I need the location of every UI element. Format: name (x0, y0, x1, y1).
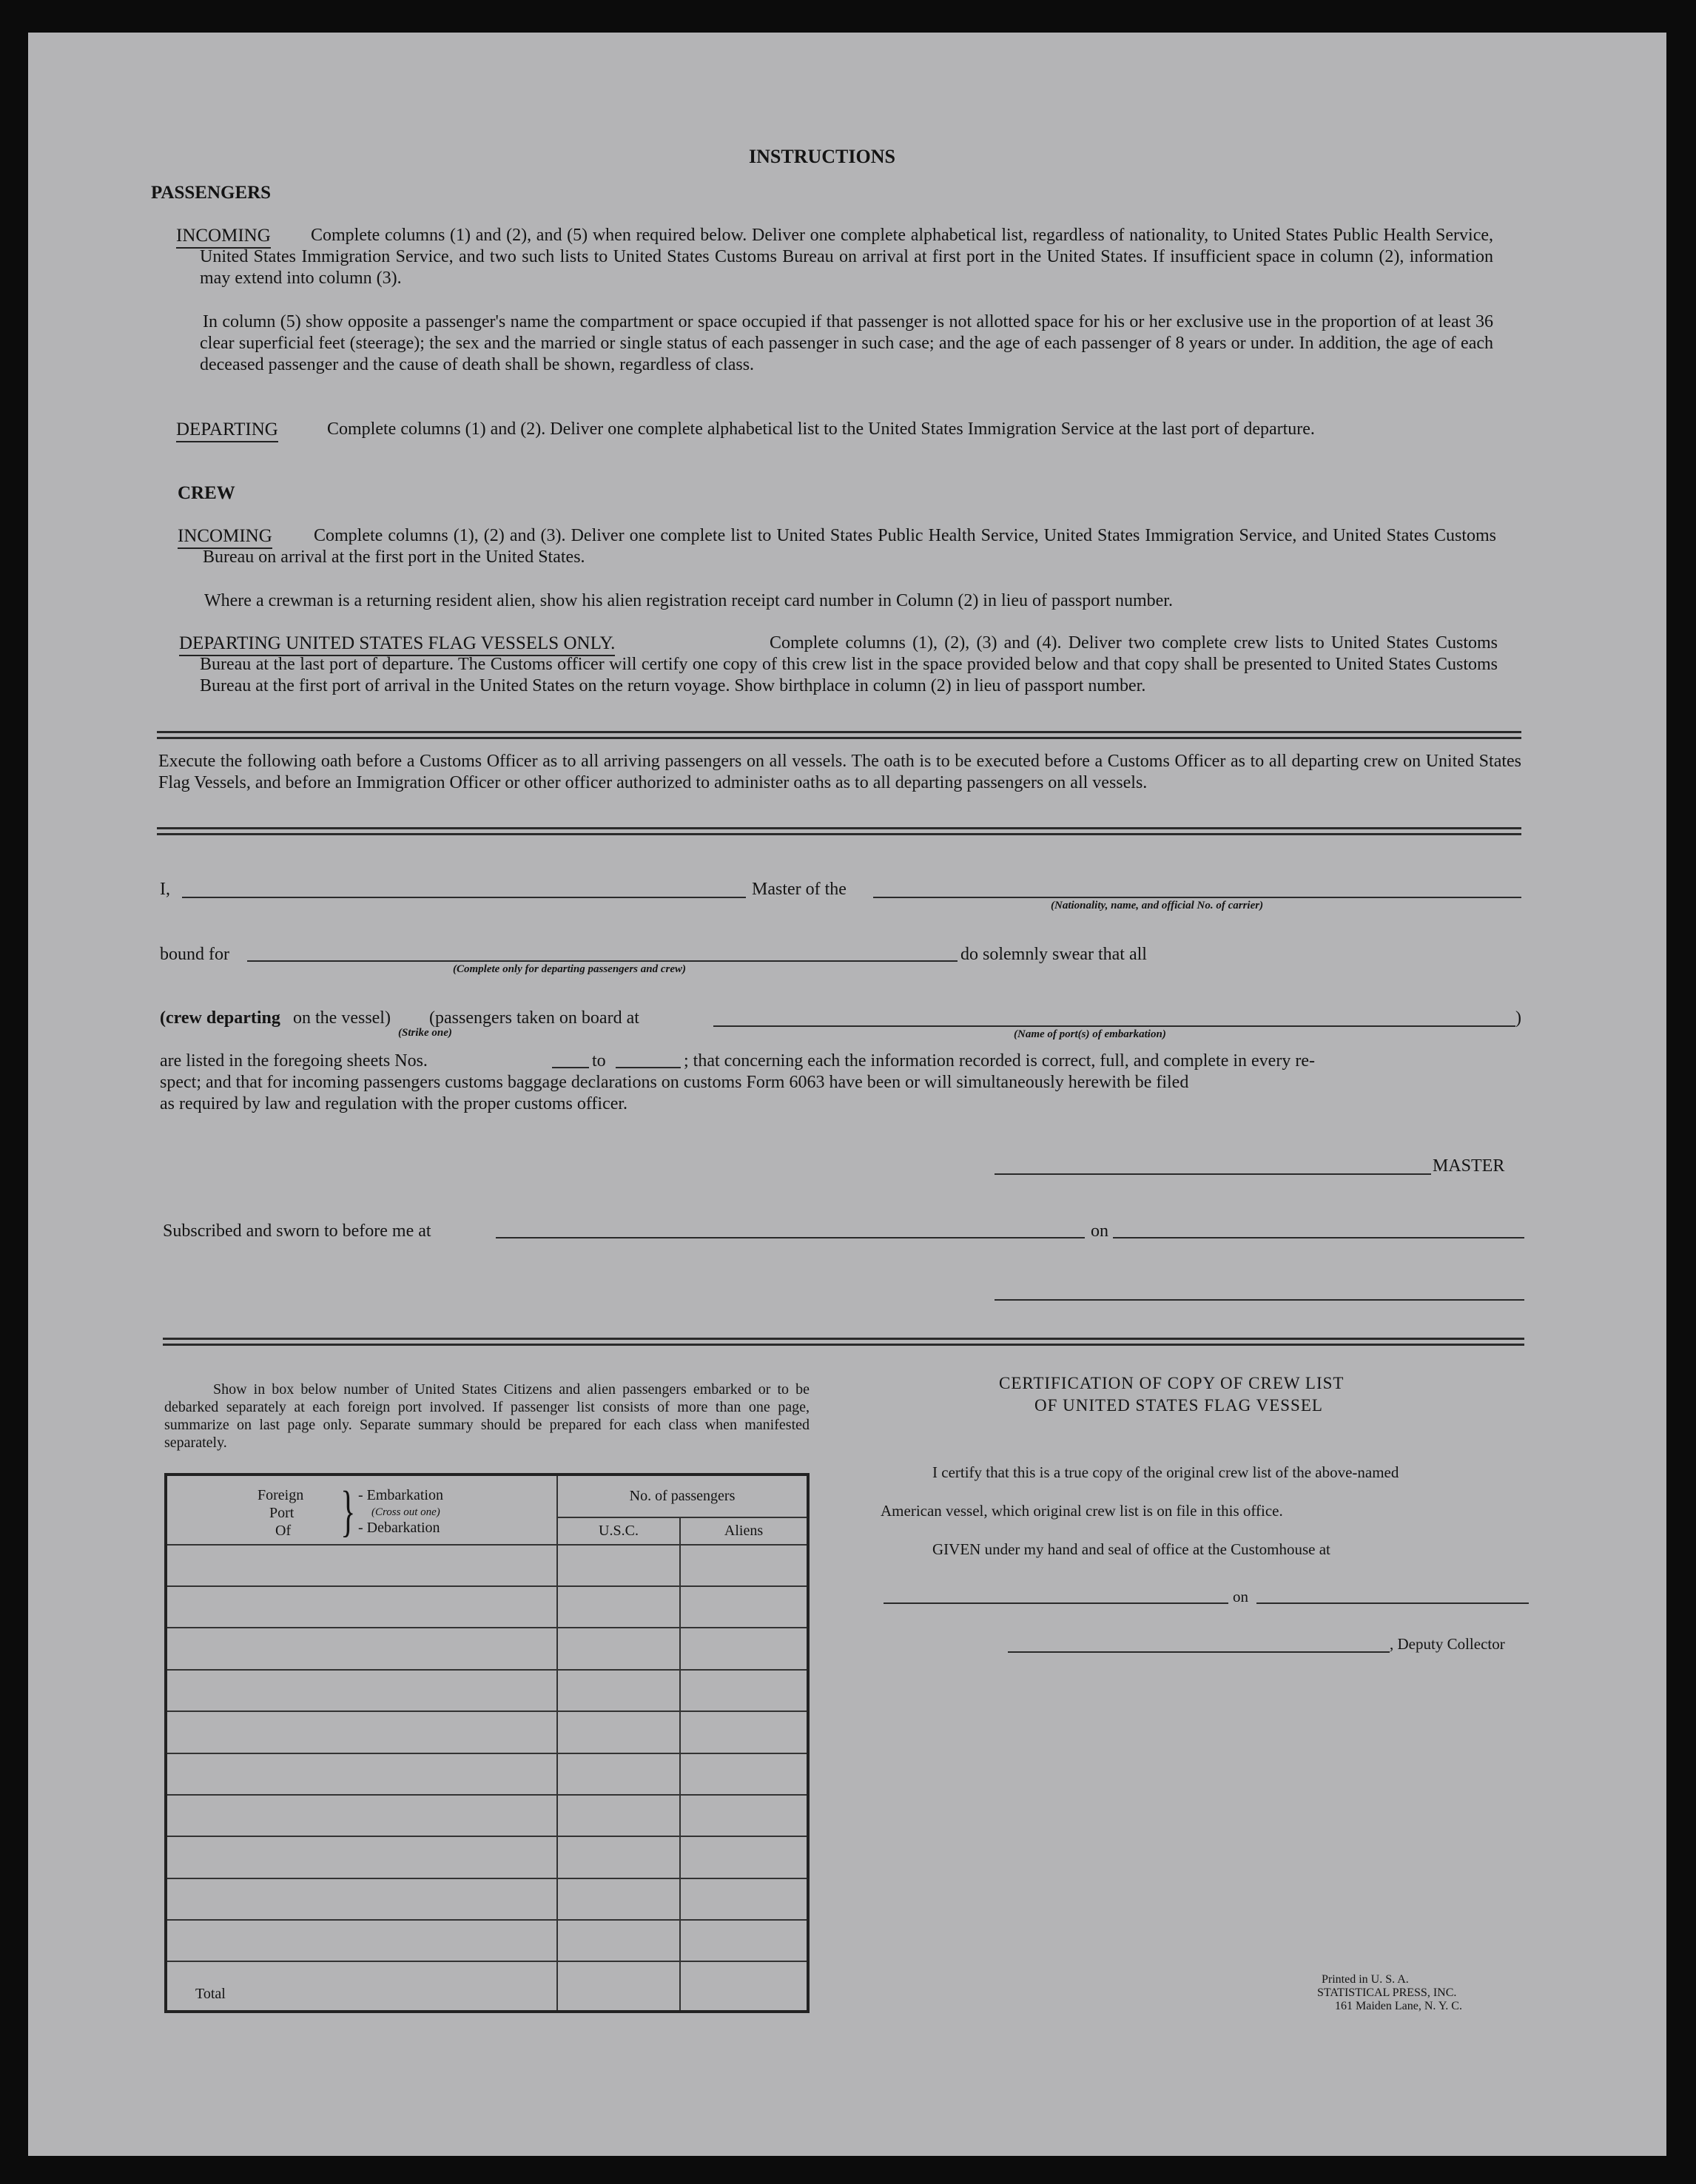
aliens-label: Aliens (724, 1523, 764, 1539)
usc-cell[interactable] (557, 1670, 680, 1711)
port-cell[interactable] (166, 1586, 557, 1628)
usc-cell[interactable] (557, 1795, 680, 1836)
crew-departing-text: Complete columns (1), (2), (3) and (4). Deliver two complete crew lists to United States Customs Bureau at the last port of departure. The Customs officer will certify one copy of this crew list in the space provided below and that copy shall be presented to United States Customs Bureau at the first port of arrival in the United States on the return voyage. Show birthplace in column (2) in lieu of passport number. (200, 633, 1498, 695)
deputy-collector-signature-field[interactable] (1008, 1651, 1390, 1653)
usc-cell[interactable] (557, 1753, 680, 1795)
usc-total-cell[interactable] (557, 1961, 680, 2012)
bound-for-label: bound for (160, 945, 229, 964)
summary-instructions: Show in box below number of United States Citizens and alien passengers embarked or to be debarked separately at each foreign port involved. If passenger list consists of more than one page, summarize on last page only. Separate summary should be prepared for each class when manifested separately. (164, 1381, 810, 1451)
passengers-count-header (557, 1474, 808, 1517)
master-signature-field[interactable] (995, 1173, 1431, 1175)
carrier-caption: (Nationality, name, and official No. of carrier) (1051, 900, 1264, 911)
table-row (166, 1586, 808, 1628)
aliens-cell[interactable] (680, 1836, 808, 1878)
table-row (166, 1920, 808, 1961)
port-caption: (Name of port(s) of embarkation) (1014, 1028, 1166, 1040)
aliens-cell[interactable] (680, 1670, 808, 1711)
certify-text-line1: I certify that this is a true copy of the original crew list of the above-named (932, 1463, 1399, 1481)
divider (163, 1344, 1524, 1346)
listed-text-line2: spect; and that for incoming passengers customs baggage declarations on customs Form 6063 have been or will simultaneously herewith be filed (160, 1073, 1189, 1092)
total-label: Total (195, 1986, 226, 2002)
listed-text-line3: as required by law and regulation with the proper customs officer. (160, 1094, 628, 1113)
close-paren: ) (1515, 1008, 1521, 1028)
aliens-cell[interactable] (680, 1920, 808, 1961)
crew-heading: CREW (178, 483, 235, 503)
usc-cell[interactable] (557, 1836, 680, 1878)
certification-title-line2: OF UNITED STATES FLAG VESSEL (1034, 1396, 1323, 1415)
printer-line2: STATISTICAL PRESS, INC. (1317, 1986, 1457, 1999)
master-name-field[interactable] (182, 897, 746, 898)
listed-label: are listed in the foregoing sheets Nos. (160, 1051, 428, 1071)
ports-header-cell (166, 1474, 557, 1545)
embarkation-port-field[interactable] (713, 1025, 1515, 1027)
port-cell[interactable] (166, 1836, 557, 1878)
aliens-header (680, 1517, 808, 1544)
usc-header (557, 1517, 680, 1544)
table-row (166, 1753, 808, 1795)
master-label: MASTER (1433, 1156, 1505, 1176)
officer-signature-field[interactable] (995, 1299, 1524, 1301)
port-cell[interactable] (166, 1920, 557, 1961)
sworn-on-label: on (1091, 1221, 1108, 1241)
passengers-departing-label: DEPARTING (176, 419, 278, 442)
crew-departing-option: (crew departing (160, 1008, 280, 1028)
page-title: INSTRUCTIONS (749, 146, 895, 167)
swear-label: do solemnly swear that all (960, 945, 1147, 964)
table-row (166, 1545, 808, 1586)
bound-for-caption: (Complete only for departing passengers and crew) (453, 963, 686, 975)
aliens-cell[interactable] (680, 1711, 808, 1753)
aliens-total-cell[interactable] (680, 1961, 808, 2012)
crew-resident-alien-text: Where a crewman is a returning resident alien, show his alien registration receipt card number in Column (2) in lieu of passport number. (204, 591, 1173, 610)
port-cell[interactable] (166, 1670, 557, 1711)
passengers-incoming-text: Complete columns (1) and (2), and (5) when required below. Deliver one complete alphabetical list, regardless of nationality, to United States Public Health Service, United States Immigration Service, and two such lists to United States Customs Bureau on arrival at first port in the United States. If insufficient space in column (2), information may extend into column (3). (200, 226, 1493, 288)
ports-summary-table (164, 1473, 810, 2013)
aliens-cell[interactable] (680, 1753, 808, 1795)
port-cell[interactable] (166, 1753, 557, 1795)
printer-line1: Printed in U. S. A. (1322, 1973, 1409, 1986)
no-of-passengers-label: No. of passengers (629, 1488, 736, 1505)
port-cell[interactable] (166, 1711, 557, 1753)
passengers-departing-text: Complete columns (1) and (2). Deliver one complete alphabetical list to the United States Immigration Service at the last port of departure. (327, 419, 1315, 439)
certification-title-line1: CERTIFICATION OF COPY OF CREW LIST (999, 1374, 1345, 1392)
sheet-to-field[interactable] (616, 1067, 681, 1068)
carrier-field[interactable] (873, 897, 1521, 898)
table-row (166, 1836, 808, 1878)
divider (157, 737, 1521, 739)
table-row (166, 1878, 808, 1920)
port-cell[interactable] (166, 1628, 557, 1669)
usc-cell[interactable] (557, 1920, 680, 1961)
printer-line3: 161 Maiden Lane, N. Y. C. (1335, 2000, 1462, 2012)
on-vessel-label: on the vessel) (293, 1008, 391, 1028)
certification-date-field[interactable] (1256, 1602, 1529, 1604)
passengers-incoming-label: INCOMING (176, 225, 271, 249)
table-row (166, 1795, 808, 1836)
divider (157, 827, 1521, 829)
sworn-date-field[interactable] (1113, 1237, 1524, 1238)
usc-cell[interactable] (557, 1628, 680, 1669)
foreign-label: Foreign (258, 1487, 304, 1503)
sworn-place-field[interactable] (496, 1237, 1085, 1238)
total-row (166, 1961, 808, 2012)
to-label: to (592, 1051, 606, 1071)
usc-cell[interactable] (557, 1586, 680, 1628)
port-cell[interactable] (166, 1545, 557, 1586)
table-row (166, 1670, 808, 1711)
aliens-cell[interactable] (680, 1545, 808, 1586)
strike-caption: (Strike one) (398, 1027, 452, 1039)
given-text: GIVEN under my hand and seal of office at the Customhouse at (932, 1540, 1330, 1558)
certification-on-label: on (1233, 1588, 1248, 1605)
table-row (166, 1628, 808, 1669)
bound-for-field[interactable] (247, 960, 958, 962)
aliens-cell[interactable] (680, 1795, 808, 1836)
oath-instructions: Execute the following oath before a Customs Officer as to all arriving passengers on all vessels. The oath is to be executed before a Customs Officer as to all departing crew on United States Flag Vessels, and before an Immigration Officer or other officer authorized to administer oaths as to all departing passengers on all vessels. (158, 752, 1521, 792)
passengers-column5-text: In column (5) show opposite a passenger's name the compartment or space occupied if that passenger is not allotted space for his or her exclusive use in the proportion of at least 36 clear superficial feet (steerage); the sex and the married or single status of each passenger in such case; and the age of each passenger of 8 years or under. In addition, the age of each deceased passenger and the cause of death shall be shown, regardless of class. (200, 312, 1493, 374)
crew-departing-label: DEPARTING UNITED STATES FLAG VESSELS ONLY. (179, 633, 615, 656)
debarkation-label: - Debarkation (358, 1520, 440, 1536)
port-label: Port (269, 1505, 295, 1521)
usc-cell[interactable] (557, 1711, 680, 1753)
passengers-taken-option: (passengers taken on board at (429, 1008, 639, 1028)
of-label: Of (275, 1523, 292, 1539)
aliens-cell[interactable] (680, 1586, 808, 1628)
deputy-collector-label: , Deputy Collector (1390, 1635, 1505, 1653)
customhouse-field[interactable] (884, 1602, 1228, 1604)
port-cell[interactable] (166, 1795, 557, 1836)
total-cell (166, 1961, 557, 2012)
usc-cell[interactable] (557, 1545, 680, 1586)
usc-label: U.S.C. (599, 1523, 639, 1539)
aliens-cell[interactable] (680, 1628, 808, 1669)
brace-icon: } (340, 1480, 356, 1543)
oath-i-label: I, (160, 880, 170, 899)
usc-cell[interactable] (557, 1878, 680, 1920)
crew-incoming-text: Complete columns (1), (2) and (3). Deliver one complete list to United States Public Health Service, United States Immigration Service, and United States Customs Bureau on arrival at the first port in the United States. (203, 526, 1496, 567)
divider (157, 731, 1521, 733)
cross-out-caption: (Cross out one) (371, 1506, 440, 1518)
table-row (166, 1711, 808, 1753)
embarkation-label: - Embarkation (358, 1487, 443, 1503)
aliens-cell[interactable] (680, 1878, 808, 1920)
subscribed-label: Subscribed and sworn to before me at (163, 1221, 431, 1241)
port-cell[interactable] (166, 1878, 557, 1920)
certify-text-line2: American vessel, which original crew list is on file in this office. (881, 1502, 1283, 1520)
master-of-label: Master of the (752, 880, 847, 899)
crew-incoming-label: INCOMING (178, 525, 272, 549)
listed-text-line1: ; that concerning each the information recorded is correct, full, and complete in every re- (684, 1051, 1315, 1071)
divider (163, 1338, 1524, 1340)
divider (157, 833, 1521, 835)
sheet-from-field[interactable] (552, 1067, 589, 1068)
passengers-heading: PASSENGERS (151, 183, 272, 203)
